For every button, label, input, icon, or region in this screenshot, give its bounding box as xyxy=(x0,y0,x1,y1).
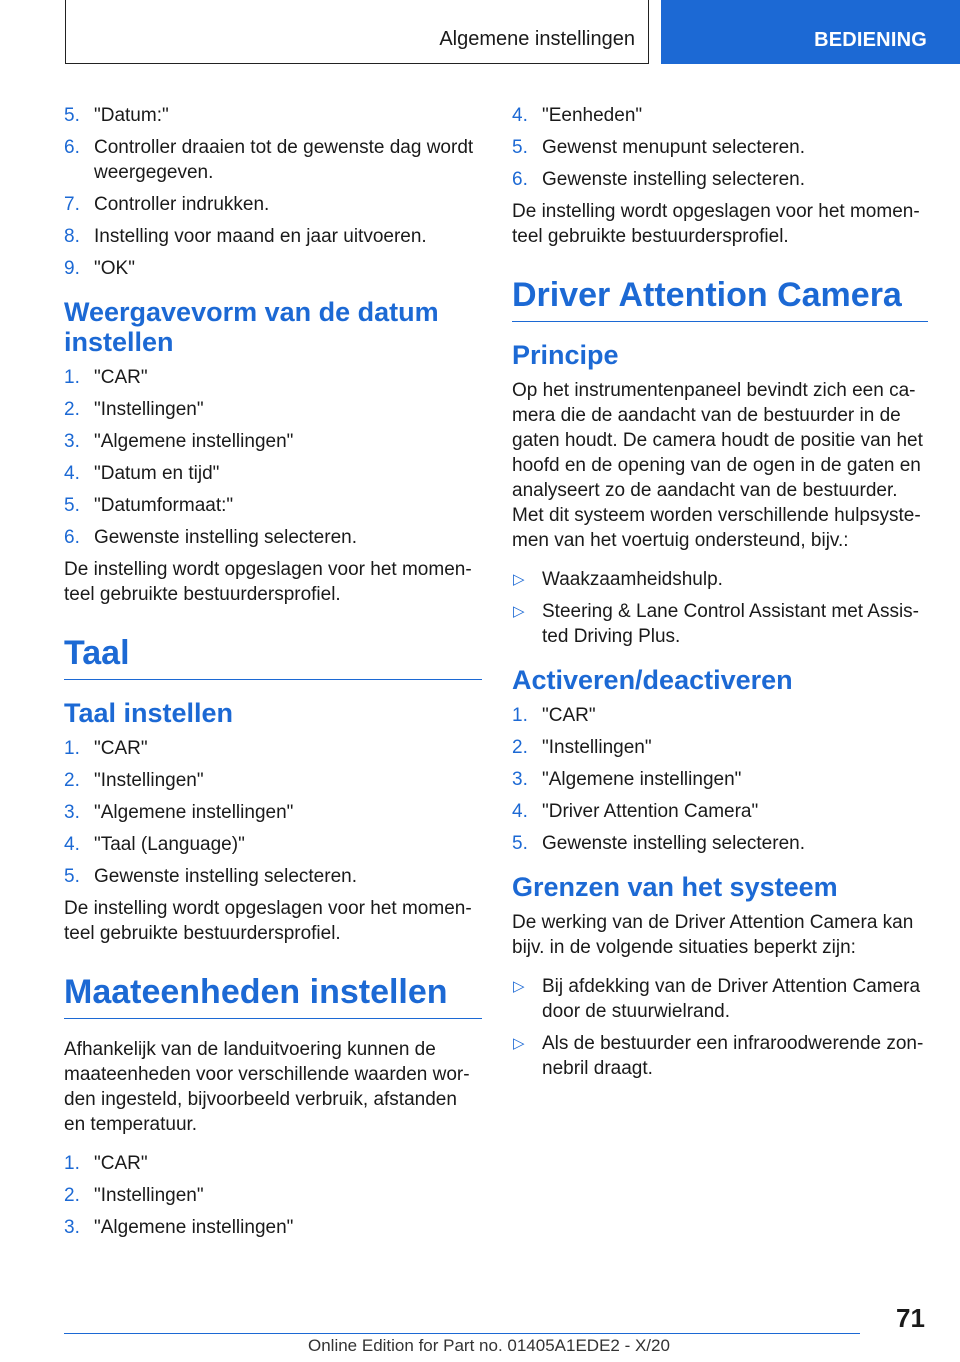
list-item: 4. "Eenheden" xyxy=(512,105,643,126)
list-item: 1. "CAR" xyxy=(512,705,596,726)
heading-activeren: Activeren/deactiveren xyxy=(512,665,793,695)
steps-maateenheden xyxy=(64,1151,482,1240)
principe-bullets xyxy=(512,567,928,649)
heading-maateenheden: Maateenheden instellen xyxy=(64,972,482,1019)
list-item: 6. Gewenste instelling selecteren. xyxy=(64,527,357,548)
intro-maateenheden: Afhankelijk van de landuitvoering kunnen de maateenheden voor verschillende waarden wor-den ingesteld, bijvoorbeeld verbruik, afstanden en temperatuur. xyxy=(64,1039,470,1135)
steps-datum xyxy=(64,103,482,281)
bullet-triangle-icon: ▷ xyxy=(513,571,525,588)
list-item: 5. "Datum:" xyxy=(64,105,169,126)
footer-edition: Online Edition for Part no. 01405A1EDE2 - X/20 xyxy=(308,1336,670,1355)
running-header-title: Algemene instellingen xyxy=(439,28,635,50)
note-profile-weergavevorm: De instelling wordt opgeslagen voor het momen-teel gebruikte bestuurdersprofiel. xyxy=(64,559,472,605)
list-item: 2. "Instellingen" xyxy=(64,1185,204,1206)
steps-eenheden xyxy=(512,103,928,192)
list-item: 1. "CAR" xyxy=(64,738,148,759)
right-column xyxy=(512,103,928,1088)
list-item: ▷ Bij afdekking van de Driver Attention Camera door de stuurwielrand. xyxy=(513,976,921,1022)
list-item: 5. Gewenst menupunt selecteren. xyxy=(512,137,805,158)
principe-paragraph-1: Op het instrumentenpaneel bevindt zich een ca-mera die de aandacht van de bestuurder in de gaten houdt. De camera houdt de positie van het hoofd en de opening van de ogen in de gaten en analyseert zo de aandacht van de bestuurder. xyxy=(512,380,923,501)
steps-weergavevorm xyxy=(64,365,482,550)
grenzen-bullets xyxy=(512,974,928,1081)
list-item: 7. Controller indrukken. xyxy=(64,194,270,215)
left-column xyxy=(64,103,482,1247)
list-item: 3. "Algemene instellingen" xyxy=(64,1217,294,1238)
list-item: 8. Instelling voor maand en jaar uitvoeren. xyxy=(64,226,427,247)
chapter-tab-label: BEDIENING xyxy=(814,29,927,51)
list-item: 1. "CAR" xyxy=(64,367,148,388)
list-item: 5. Gewenste instelling selecteren. xyxy=(512,833,805,854)
grenzen-paragraph: De werking van de Driver Attention Camera kan bijv. in de volgende situaties beperkt zijn: xyxy=(512,912,914,958)
list-item: 5. "Datumformaat:" xyxy=(64,495,234,516)
list-item: 4. "Datum en tijd" xyxy=(64,463,220,484)
list-item: 1. "CAR" xyxy=(64,1153,148,1174)
note-profile-eenheden: De instelling wordt opgeslagen voor het momen-teel gebruikte bestuurdersprofiel. xyxy=(512,201,920,247)
list-item: 3. "Algemene instellingen" xyxy=(64,431,294,452)
list-item: 6. Gewenste instelling selecteren. xyxy=(512,169,805,190)
heading-driver-attention-camera: Driver Attention Camera xyxy=(512,275,928,322)
bullet-triangle-icon: ▷ xyxy=(513,978,525,995)
list-item: 2. "Instellingen" xyxy=(512,737,652,758)
heading-grenzen: Grenzen van het systeem xyxy=(512,872,838,902)
footer-divider xyxy=(64,1333,860,1334)
list-item: 2. "Instellingen" xyxy=(64,770,204,791)
list-item: 3. "Algemene instellingen" xyxy=(512,769,742,790)
list-item: 2. "Instellingen" xyxy=(64,399,204,420)
bullet-triangle-icon: ▷ xyxy=(513,1035,525,1052)
principe-paragraph-2: Met dit systeem worden verschillende hulpsyste-men van het voertuig ondersteund, bijv.: xyxy=(512,505,921,551)
list-item: 4. "Driver Attention Camera" xyxy=(512,801,759,822)
list-item: ▷ Als de bestuurder een infraroodwerende zon-nebril draagt. xyxy=(513,1033,924,1079)
heading-principe: Principe xyxy=(512,340,619,370)
list-item: 4. "Taal (Language)" xyxy=(64,834,245,855)
list-item: 5. Gewenste instelling selecteren. xyxy=(64,866,357,887)
list-item: ▷ Waakzaamheidshulp. xyxy=(513,569,723,590)
page-number: 71 xyxy=(896,1303,925,1333)
bullet-triangle-icon: ▷ xyxy=(513,603,525,620)
list-item: ▷ Steering & Lane Control Assistant met Assis-ted Driving Plus. xyxy=(513,601,920,647)
list-item: 6. Controller draaien tot de gewenste dag wordt weergegeven. xyxy=(64,137,474,183)
list-item: 3. "Algemene instellingen" xyxy=(64,802,294,823)
running-header-section xyxy=(65,0,649,64)
heading-taal: Taal xyxy=(64,633,482,680)
heading-taal-instellen: Taal instellen xyxy=(64,698,234,728)
list-item: 9. "OK" xyxy=(64,258,135,279)
steps-taal xyxy=(64,736,482,889)
steps-activeren xyxy=(512,703,928,856)
chapter-tab xyxy=(661,0,960,64)
heading-weergavevorm: Weergavevorm van de datum instellen xyxy=(64,297,439,357)
note-profile-taal: De instelling wordt opgeslagen voor het momen-teel gebruikte bestuurdersprofiel. xyxy=(64,898,472,944)
